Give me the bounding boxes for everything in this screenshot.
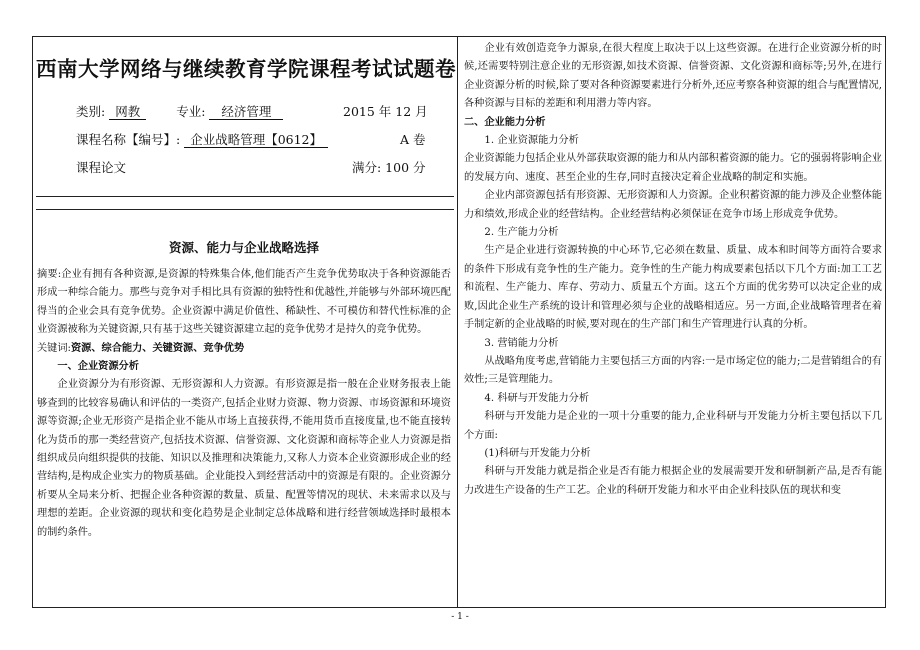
exam-date: 2015 年 12 月 bbox=[343, 104, 428, 119]
meta-row-course bbox=[76, 130, 328, 148]
full-score: 满分: 100 分 bbox=[352, 160, 426, 175]
keywords-label: 关键词: bbox=[37, 342, 71, 354]
left-body bbox=[37, 266, 451, 542]
sub1-paragraph-2: 企业内部资源包括有形资源、无形资源和人力资源。企业积蓄资源的能力涉及企业整体能力和绩效,形成企业的经营结构。企业经营结构必须保证在竞争市场上形成竞争优势。 bbox=[464, 190, 882, 220]
major-label: 专业: bbox=[176, 104, 206, 119]
sub3-heading: 3. 营销能力分析 bbox=[484, 337, 559, 349]
sub1-heading: 1. 企业资源能力分析 bbox=[484, 135, 579, 147]
type-value: 网教 bbox=[109, 104, 146, 120]
sub4-heading: 4. 科研与开发能力分析 bbox=[484, 392, 590, 404]
right-body bbox=[464, 40, 882, 500]
sub2-heading: 2. 生产能力分析 bbox=[484, 227, 559, 239]
exam-form: 课程论文 bbox=[76, 160, 127, 175]
paper-title: 资源、能力与企业战略选择 bbox=[168, 240, 319, 255]
meta-row-type bbox=[76, 102, 283, 120]
right-paragraph-1: 企业有效创造竞争力源泉,在很大程度上取决于以上这些资源。在进行企业资源分析的时候,还需要特别注意企业的无形资源,如技术资源、信誉资源、文化资源和商标等;另外,在进行企业资源分析的时候,除了要对各种资源要素进行分析外,还应考察各种资源的组合与配置情况,各种资源与目标的差距和利用潜力等内容。 bbox=[464, 43, 882, 110]
section2-heading: 二、企业能力分析 bbox=[464, 116, 546, 128]
major-value: 经济管理 bbox=[209, 104, 283, 120]
sub2-paragraph: 生产是企业进行资源转换的中心环节,它必须在数量、质量、成本和时间等方面符合要求的条件下形成有竞争性的生产能力。竞争性的生产能力构成要素包括以下几个方面:加工工艺和流程、生产能力、库存、劳动力、质量五个方面。这五个方面的优劣势可以决定企业的成败,因此企业生产系统的设计和管理必须与企业的战略相适应。另一方面,企业战略管理者在着手制定新的企业战略的时候,要对现在的生产部门和生产管理进行认真的分析。 bbox=[464, 245, 882, 331]
type-label: 类别: bbox=[76, 104, 106, 119]
header-separator-2 bbox=[36, 209, 454, 210]
sub1-paragraph-1: 企业资源能力包括企业从外部获取资源的能力和从内部积蓄资源的能力。它的强弱将影响企业的发展方向、速度、甚至企业的生存,同时直接决定着企业战略的制定和实施。 bbox=[464, 153, 882, 183]
exam-title: 西南大学网络与继续教育学院课程考试试题卷 bbox=[36, 57, 456, 81]
course-label: 课程名称【编号】: bbox=[76, 132, 181, 147]
sub4-paragraph-2: 科研与开发能力就是指企业是否有能力根据企业的发展需要开发和研制新产品,是否有能力改进生产设备的生产工艺。企业的科研开发能力和水平由企业科技队伍的现状和变 bbox=[464, 466, 882, 496]
course-value: 企业战略管理【0612】 bbox=[184, 132, 328, 148]
sub3-paragraph: 从战略角度考虑,营销能力主要包括三方面的内容:一是市场定位的能力;二是营销组合的有效性;三是管理能力。 bbox=[464, 355, 882, 386]
exam-header bbox=[36, 40, 456, 82]
header-separator bbox=[36, 196, 454, 197]
abstract: 摘要:企业有拥有各种资源,是资源的特殊集合体,他们能否产生竞争优势取决于各种资源能否形成一种综合能力。那些与竞争对手相比具有资源的独特性和优越性,并能够与外部环境匹配得当的企业会具有竞争优势。企业资源中满足价值性、稀缺性、不可模仿和替代性标准的企业资源被称为关键资源,只有基于这些关键资源建立起的竞争优势才是持久的竞争优势。 bbox=[37, 269, 451, 336]
section1-heading: 一、企业资源分析 bbox=[57, 361, 139, 373]
sub4-item-1: (1)科研与开发能力分析 bbox=[484, 447, 591, 459]
sub4-paragraph: 科研与开发能力是企业的一项十分重要的能力,企业科研与开发能力分析主要包括以下几个方面: bbox=[464, 411, 882, 441]
column-divider bbox=[457, 36, 458, 608]
keywords-line bbox=[37, 340, 451, 358]
keywords: 资源、综合能力、关键资源、竞争优势 bbox=[71, 342, 245, 354]
paper-version: A 卷 bbox=[400, 132, 426, 147]
page-number: - 1 - bbox=[451, 612, 469, 622]
section1-paragraph: 企业资源分为有形资源、无形资源和人力资源。有形资源是指一般在企业财务报表上能够查到的比较容易确认和评估的一类资产,包括企业财力资源、物力资源、市场资源和环境资源等资源;企业无形资产是指企业不能从市场上直接获得,不能用货币直接度量,也不能直接转化为货币的那一类经营资产,包括技术资源、信誉资源、文化资源和商标等企业人力资源是指组织成员向组织提供的技能、知识以及推理和决策能力,又称人力资本企业资源形成企业的经营结构,是构成企业实力的物质基础。企业能投入到经营活动中的资源是有限的。企业资源分析要从全局来分析、把握企业各种资源的数量、质量、配置等情况的现状、未来需求以及与理想的差距。企业资源的现状和变化趋势是企业制定总体战略和进行经营领域选择时最根本的制约条件。 bbox=[37, 379, 451, 538]
